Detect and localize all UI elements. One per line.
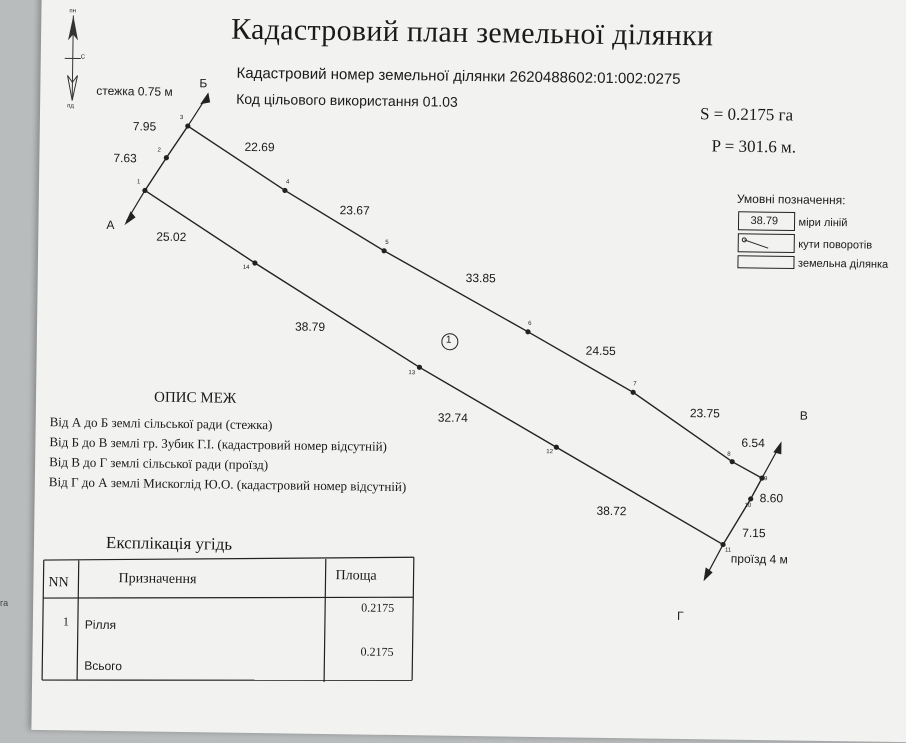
path-label: стежка 0.75 м xyxy=(96,84,173,99)
distance-label: 24.55 xyxy=(586,344,616,358)
point-number: 7 xyxy=(633,381,636,387)
explication-title: Експлікація угідь xyxy=(106,533,232,555)
point-number: 2 xyxy=(157,148,160,154)
distance-label: 38.72 xyxy=(596,504,626,518)
corner-b: Б xyxy=(199,76,207,90)
distance-label: 7.15 xyxy=(742,526,766,540)
boundaries-title: ОПИС МЕЖ xyxy=(154,390,236,408)
distance-label: 8.60 xyxy=(760,491,784,505)
table-cell-nn: 1 xyxy=(63,614,69,629)
cadastral-number: Кадастровий номер земельної ділянки 2620488602:01:002:0275 xyxy=(236,65,680,88)
distance-label: 33.85 xyxy=(466,271,496,285)
point-number: 10 xyxy=(745,503,752,509)
perimeter-value: P = 301.6 м. xyxy=(711,136,796,157)
legend-line-measures: міри ліній xyxy=(798,217,847,230)
table-cell-area: 0.2175 xyxy=(361,601,394,616)
table-header-purpose: Призначення xyxy=(118,571,196,588)
distance-label: 38.79 xyxy=(295,320,325,334)
point-number: 9 xyxy=(764,476,767,482)
point-number: 8 xyxy=(727,452,730,458)
table-total-area: 0.2175 xyxy=(360,645,393,660)
north-label: пн xyxy=(69,8,76,14)
boundary-line: Від Б до В землі гр. Зубик Г.І. (кадастровий номер відсутній) xyxy=(49,434,387,455)
south-label: пд xyxy=(67,103,74,109)
north-arrow-icon xyxy=(64,15,81,100)
table-total-label: Всього xyxy=(84,659,122,674)
distance-label: 25.02 xyxy=(156,230,186,244)
legend-title: Умовні позначення: xyxy=(737,192,846,208)
corner-g: Г xyxy=(677,609,684,623)
page-title: Кадастровий план земельної ділянки xyxy=(231,13,714,54)
table-header-area: Площа xyxy=(335,568,376,585)
point-number: 13 xyxy=(408,370,415,376)
parcel-number: 1 xyxy=(446,335,452,346)
corner-v: В xyxy=(800,409,808,423)
corner-a: А xyxy=(106,218,114,232)
distance-label: 32.74 xyxy=(438,411,468,425)
distance-label: 22.69 xyxy=(244,140,274,154)
legend-turn-angles: кути поворотів xyxy=(798,239,872,252)
point-number: 6 xyxy=(528,321,531,327)
point-number: 1 xyxy=(137,179,140,185)
distance-label: 7.63 xyxy=(113,151,137,165)
point-number: 3 xyxy=(180,115,183,121)
document-sheet xyxy=(31,0,906,742)
point-number: 14 xyxy=(243,265,250,271)
distance-label: 7.95 xyxy=(133,119,157,133)
legend-sample-value: 38.79 xyxy=(750,215,778,227)
left-edge-text: га xyxy=(0,598,8,608)
legend-land-plot: земельна ділянка xyxy=(798,258,888,271)
table-cell-purpose: Рілля xyxy=(85,618,116,632)
boundary-line: Від А до Б землі сільської ради (стежка) xyxy=(50,414,273,433)
point-number: 5 xyxy=(385,240,388,246)
drive-label: проїзд 4 м xyxy=(731,552,788,567)
point-number: 4 xyxy=(286,179,289,185)
distance-label: 6.54 xyxy=(741,436,765,450)
area-value: S = 0.2175 га xyxy=(700,104,793,125)
boundary-line: Від В до Г землі сільської ради (проїзд) xyxy=(49,454,268,473)
table-header-nn: NN xyxy=(48,575,68,591)
distance-label: 23.67 xyxy=(340,203,370,217)
purpose-code: Код цільового використання 01.03 xyxy=(236,91,458,110)
point-number: 12 xyxy=(546,449,553,455)
distance-label: 23.75 xyxy=(690,406,720,420)
north-c-label: С xyxy=(81,55,85,61)
boundary-line: Від Г до А землі Мискоглід Ю.О. (кадастровий номер відсутній) xyxy=(49,474,407,495)
point-number: 11 xyxy=(725,548,731,554)
